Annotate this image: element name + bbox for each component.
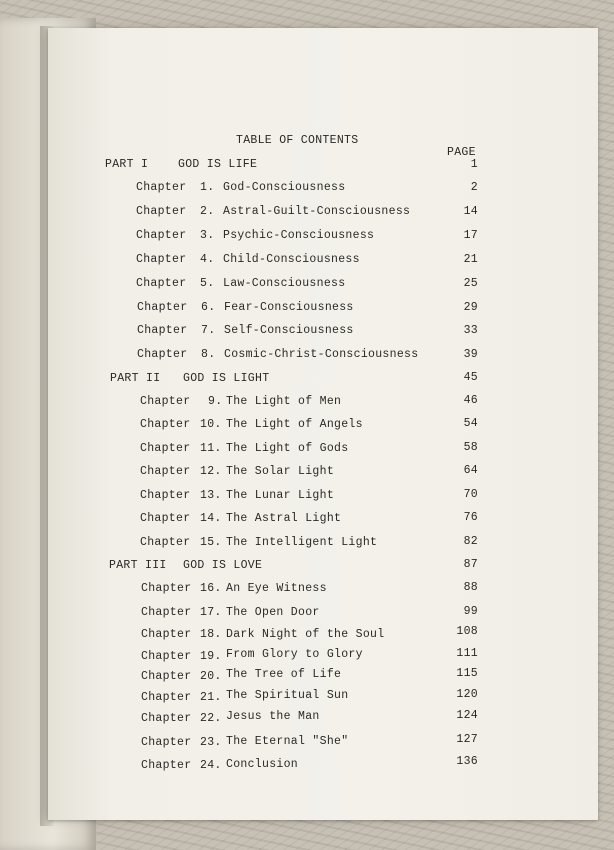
chapter-title: From Glory to Glory [226,648,363,661]
chapter-title: The Intelligent Light [226,536,378,549]
chapter-page: 99 [463,605,478,618]
chapter-number: 1. [200,181,215,194]
chapter-number: 3. [200,229,215,242]
chapter-number: 15. [200,536,222,549]
chapter-page: 76 [463,511,478,524]
chapter-label: Chapter [136,253,187,266]
chapter-page: 2 [470,181,478,194]
chapter-label: Chapter [140,395,191,408]
chapter-label: Chapter [141,606,192,619]
chapter-page: 54 [463,417,478,430]
chapter-number: 8. [201,348,216,361]
chapter-title: An Eye Witness [226,582,327,595]
chapter-label: Chapter [141,670,192,683]
part-label: PART III [109,559,167,572]
chapter-number: 19. [200,650,222,663]
chapter-page: 25 [463,277,478,290]
chapter-title: Conclusion [226,758,299,771]
chapter-title: The Light of Men [226,395,342,408]
chapter-title: The Lunar Light [226,489,335,502]
chapter-label: Chapter [140,418,191,431]
chapter-page: 21 [463,253,478,266]
chapter-page: 108 [456,625,478,638]
chapter-number: 20. [200,670,222,683]
chapter-label: Chapter [140,489,191,502]
chapter-page: 115 [456,667,478,680]
chapter-label: Chapter [136,277,187,290]
chapter-title: Child-Consciousness [223,253,360,266]
chapter-number: 7. [201,324,216,337]
part-title: GOD IS LIFE [178,158,258,171]
chapter-page: 82 [463,535,478,548]
chapter-title: Fear-Consciousness [224,301,354,314]
chapter-number: 10. [200,418,222,431]
chapter-number: 6. [201,301,216,314]
chapter-label: Chapter [141,582,192,595]
part-title: GOD IS LIGHT [183,372,270,385]
chapter-title: Cosmic-Christ-Consciousness [224,348,419,361]
chapter-number: 17. [200,606,222,619]
chapter-page: 70 [463,488,478,501]
chapter-page: 88 [463,581,478,594]
part-label: PART I [105,158,149,171]
chapter-title: The Tree of Life [226,668,342,681]
chapter-number: 21. [200,691,222,704]
chapter-label: Chapter [137,348,188,361]
part-label: PART II [110,372,161,385]
chapter-number: 12. [200,465,222,478]
part-page: 45 [463,371,478,384]
chapter-title: Self-Consciousness [224,324,354,337]
chapter-label: Chapter [141,759,192,772]
part-title: GOD IS LOVE [183,559,263,572]
chapter-number: 4. [200,253,215,266]
chapter-number: 18. [200,628,222,641]
chapter-number: 2. [200,205,215,218]
chapter-title: Jesus the Man [226,710,320,723]
chapter-label: Chapter [137,301,188,314]
chapter-number: 14. [200,512,222,525]
chapter-number: 13. [200,489,222,502]
chapter-number: 24. [200,759,222,772]
chapter-number: 23. [200,736,222,749]
chapter-page: 120 [456,688,478,701]
chapter-number: 16. [200,582,222,595]
chapter-title: The Solar Light [226,465,335,478]
chapter-title: The Light of Angels [226,418,363,431]
chapter-page: 14 [463,205,478,218]
chapter-title: The Open Door [226,606,320,619]
chapter-page: 29 [463,301,478,314]
part-page: 1 [470,158,478,171]
chapter-label: Chapter [140,465,191,478]
chapter-title: The Eternal "She" [226,735,349,748]
chapter-label: Chapter [136,205,187,218]
chapter-title: The Light of Gods [226,442,349,455]
chapter-title: The Spiritual Sun [226,689,349,702]
chapter-label: Chapter [140,512,191,525]
toc-heading: TABLE OF CONTENTS [236,134,359,147]
chapter-number: 9. [208,395,223,408]
chapter-page: 136 [456,755,478,768]
chapter-page: 111 [456,647,478,660]
chapter-number: 5. [200,277,215,290]
chapter-title: Law-Consciousness [223,277,346,290]
chapter-number: 11. [200,442,222,455]
chapter-page: 46 [463,394,478,407]
chapter-title: God-Consciousness [223,181,346,194]
page-column-label: PAGE [447,146,476,159]
chapter-label: Chapter [136,229,187,242]
chapter-title: Psychic-Consciousness [223,229,375,242]
chapter-title: The Astral Light [226,512,342,525]
chapter-title: Astral-Guilt-Consciousness [223,205,411,218]
chapter-label: Chapter [136,181,187,194]
chapter-label: Chapter [140,536,191,549]
chapter-label: Chapter [140,442,191,455]
chapter-label: Chapter [141,712,192,725]
chapter-page: 64 [463,464,478,477]
chapter-label: Chapter [141,628,192,641]
chapter-title: Dark Night of the Soul [226,628,385,641]
chapter-number: 22. [200,712,222,725]
chapter-page: 58 [463,441,478,454]
chapter-page: 33 [463,324,478,337]
chapter-page: 39 [463,348,478,361]
chapter-page: 127 [456,733,478,746]
chapter-page: 17 [463,229,478,242]
chapter-label: Chapter [137,324,188,337]
chapter-label: Chapter [141,650,192,663]
chapter-label: Chapter [141,736,192,749]
chapter-label: Chapter [141,691,192,704]
part-page: 87 [463,558,478,571]
chapter-page: 124 [456,709,478,722]
